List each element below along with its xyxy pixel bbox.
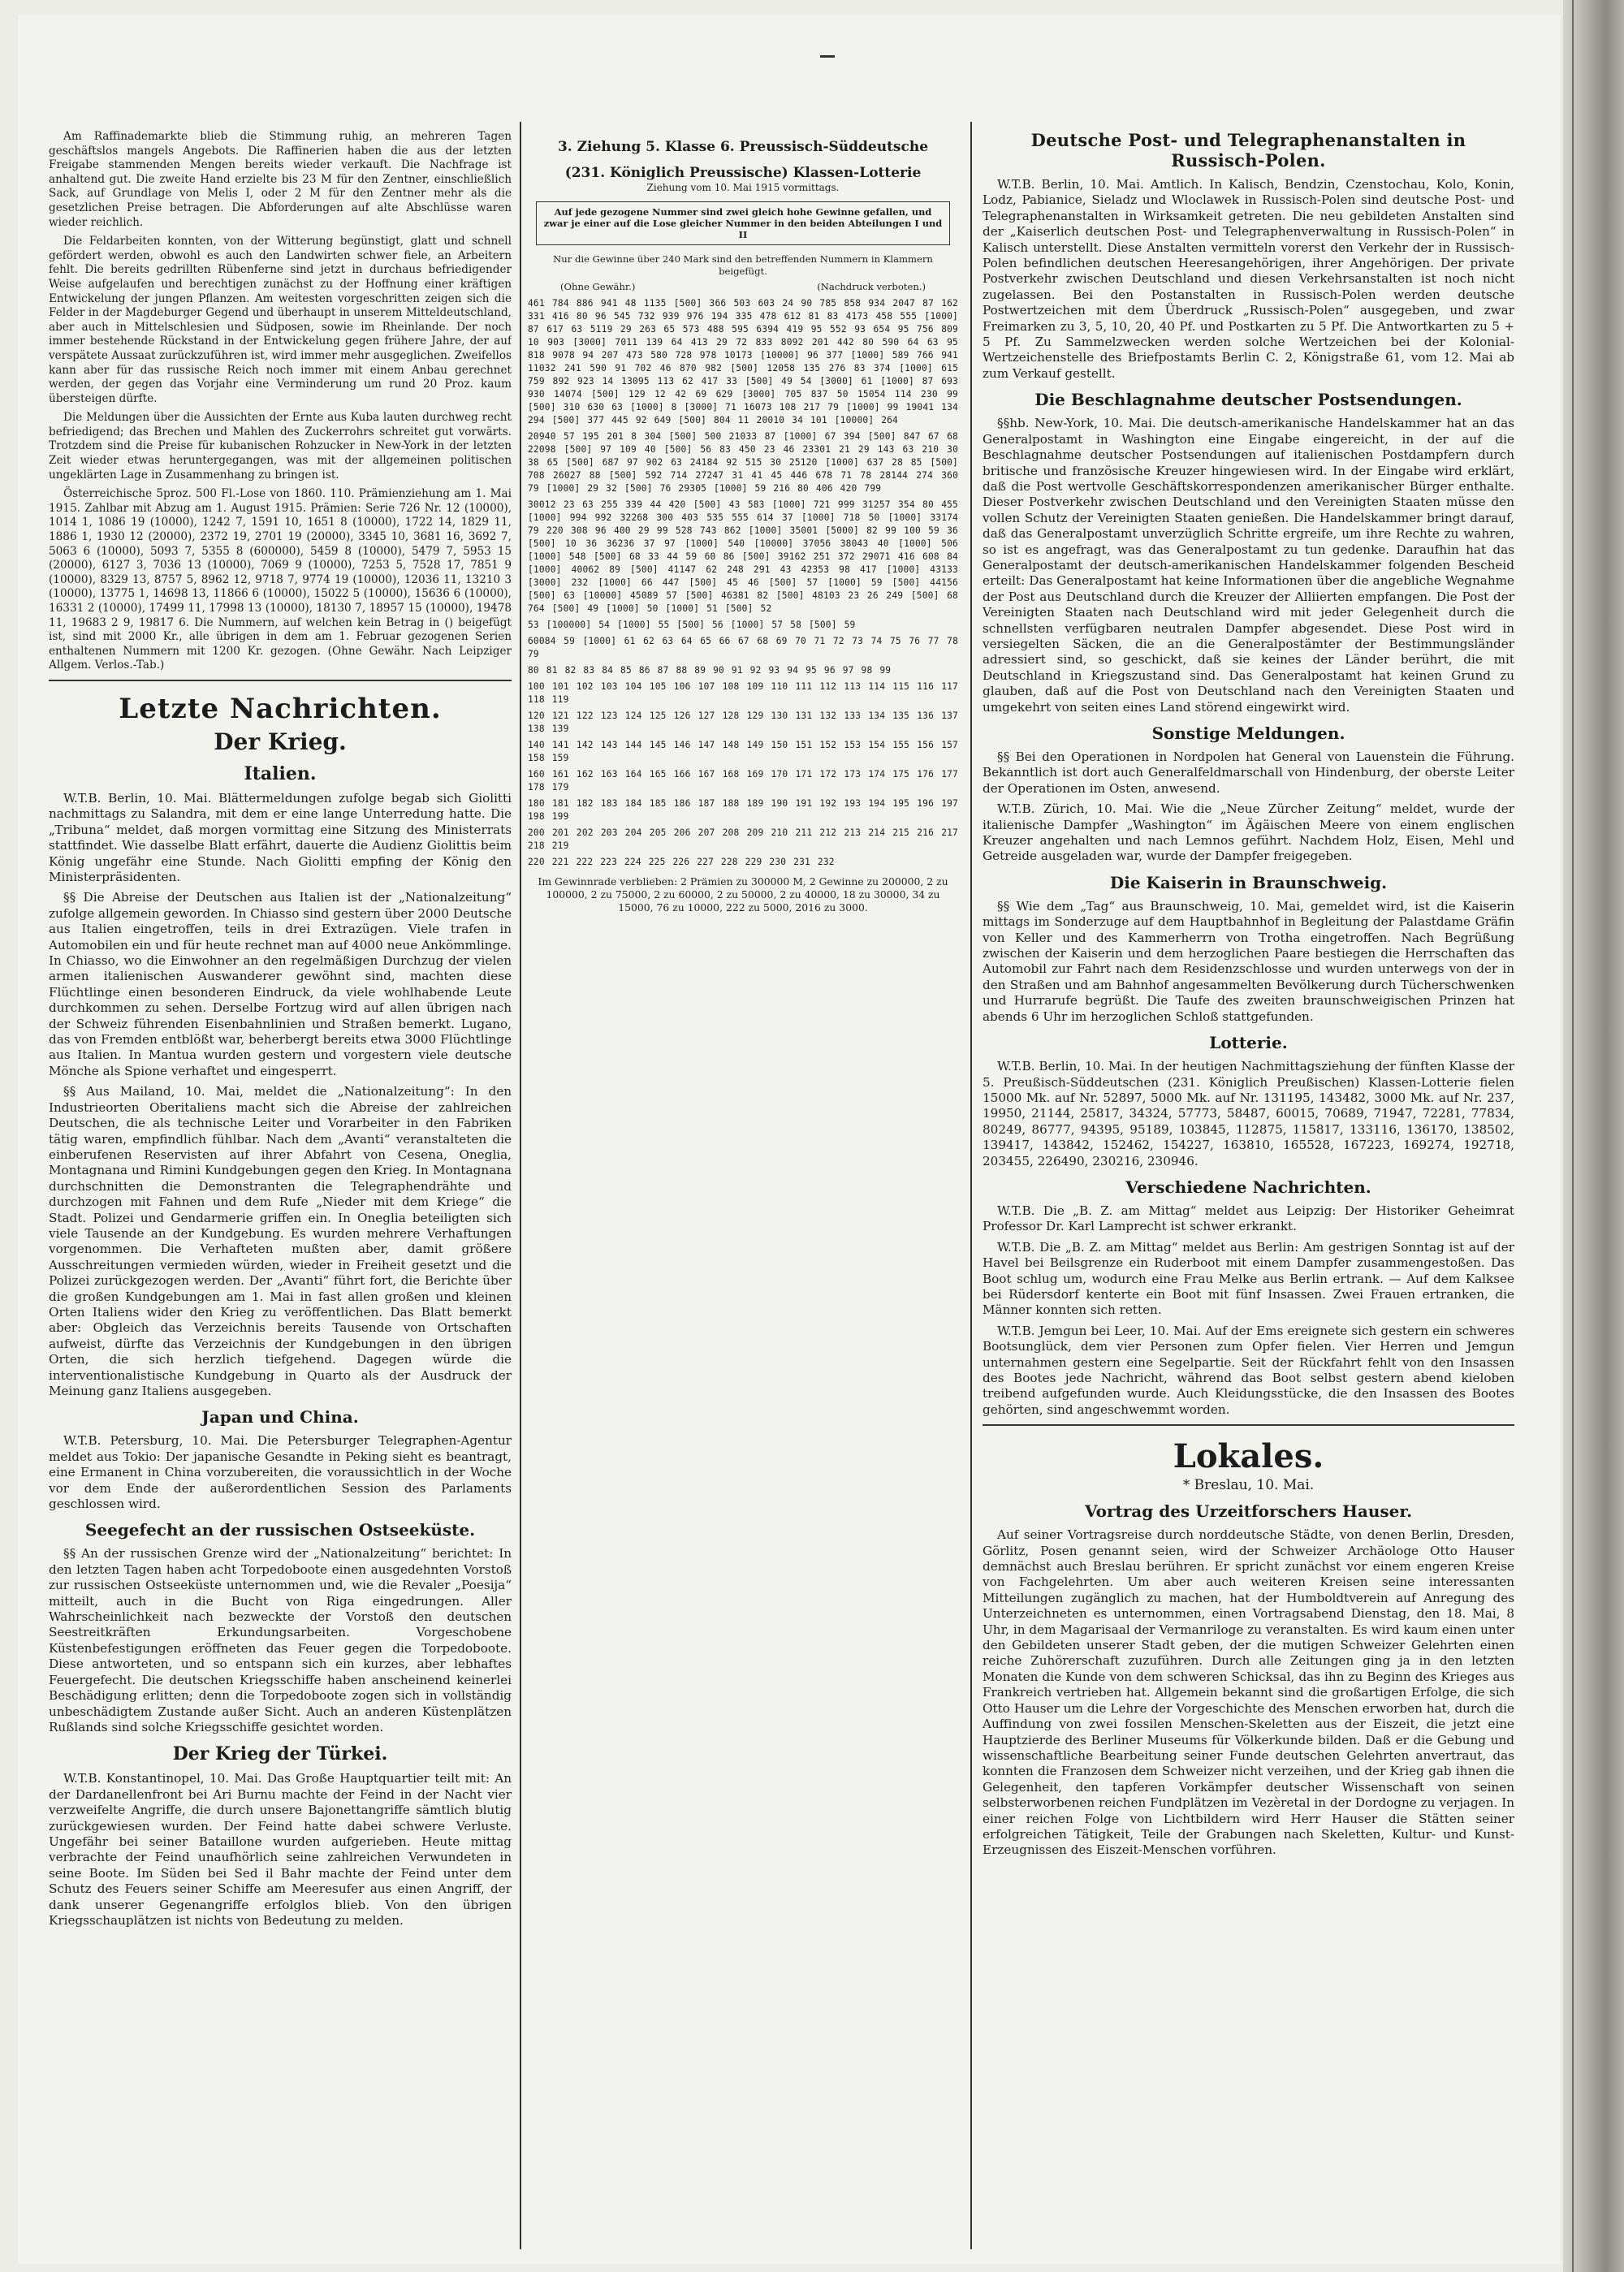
italien-paragraph-3: §§ Aus Mailand, 10. Mai, meldet die „Nationalzeitung“: In den Industrieorten Oberitaliens macht sich die Abreise der zahlreichen Deutschen, die als technische Leiter und Vorarbeiter in den Fabriken tätig waren, empfindlich fühlbar. Nach dem „Avanti“ veranstalteten die einberufenen Reservisten auf ihrer Abfahrt von Cesena, Oneglia, Montagnana und Rimini Kundgebungen gegen den Krieg. In Montagnana durchschnitten die Demonstranten die Telegraphendrähte und durchzogen mit Fahnen und dem Rufe „Nieder mit dem Kriege“ die Stadt. Polizei und Gendarmerie griffen ein. In Oneglia beteiligten sich viele Tausende an der Kundgebung. Es wurden mehrere Verhaftungen vorgenommen. Die Verhafteten mußten aber, damit größere Ausschreitungen vermieden würden, wieder in Freiheit gesetzt und die Polizei zurückgezogen werden. Der „Avanti“ führt fort, die Berichte über die großen Kundgebungen am 1. Mai in fast allen großen und kleinen Orten Italiens wider den Krieg zu veröffentlichen. Das Blatt bemerkt aber: Obgleich das Verzeichnis bereits Tausende von Ortschaften aufweist, dürfte das Verzeichnis der Kundgebungen in den übrigen Orten, die sich herzlich tiefgehend. Dagegen würde die interventionalistische Kundgebung in Quarto als der Ausdruck der Meinung ganz Italiens ausgegeben.	[49, 1084, 512, 1398]
vortrag-paragraph: Auf seiner Vortragsreise durch norddeutsche Städte, von denen Berlin, Dresden, Görlitz, Posen genannt seien, wird der Schweizer Archäologe Otto Hauser demnächst auch Breslau berühren. Er spricht zunächst vor einem engeren Kreise von Fachgelehrten. Um aber auch weiteren Kreisen seine interessanten Mitteilungen zugänglich zu machen, hat der Humboldtverein auf Anregung des Unterzeichneten es unternommen, einen Vortragsabend Dienstag, den 18. Mai, 8 Uhr, in dem Magarisaal der Vermanriloge zu veranstalten. Es wird kaum einen unter den Gebildeten unserer Stadt geben, der die mutigen Schweizer Gelehrten einen reiche Zuhörerschaft zuzuführen. Durch alle Zeitungen ging ja in den letzten Monaten die Kunde von dem schweren Schicksal, das ihn zu Beginn des Krieges aus Frankreich vertrieben hat. Allgemein bekannt sind die großartigen Erfolge, die sich Otto Hauser um die Lehre der Vorgeschichte des Menschen erworben hat, durch die Auffindung von zwei fossilen Menschen-Skeletten aus der Eiszeit, die jetzt eine Hauptzierde des Berliner Museums für Völkerkunde bilden. Daß er die Gebung und wissenschaftliche Bearbeitung seiner Funde deutschen Gelehrten anvertraut, das konnten die Franzosen dem Schweizer nicht verzeihen, und der Krieg gab ihnen die Gelegenheit, den tapferen Vorkämpfer deutscher Wissenschaft von seinen selbsterworbenen reichen Fundplätzen im Vezèretal in der Dordogne zu verjagen. In einer reichen Folge von Lichtbildern wird Herr Hauser die Stätten seiner erfolgreichen Tätigkeit, Teile der Grabungen nach Skeletten, Kultur- und Kunst-Erzeugnissen des Eiszeit-Menschen vorführen.	[983, 1527, 1514, 1858]
seegefecht-paragraph: §§ An der russischen Grenze wird der „Nationalzeitung“ berichtet: In den letzten Tagen haben acht Torpedoboote einen ausgedehnten Vorstoß zur russischen Ostseeküste unternommen und, wie die Revaler „Poesija“ mitteilt, auch in die Bucht von Riga eingedrungen. Aller Wahrscheinlichkeit nach bezweckte der Vorstoß den deutschen Seestreitkräften Erkundungsarbeiten. Vorgeschobene Küstenbefestigungen eröffneten das Feuer gegen die Torpedoboote. Diese antworteten, und so entspann sich ein kurzes, aber lebhaftes Feuergefecht. Die deutschen Kriegsschiffe haben anscheinend keinerlei Beschädigung erlitten; denn die Torpedoboote zogen sich in vollständig unbeschädigtem Zustande außer Sicht. Auch an anderen Küstenplätzen Rußlands sind solche Kriegsschiffe gesichtet worden.	[49, 1546, 512, 1734]
italien-paragraph-1: W.T.B. Berlin, 10. Mai. Blättermeldungen zufolge begab sich Giolitti nachmittags zu Salandra, mit dem er eine lange Unterredung hatte. Die „Tribuna“ meldet, daß morgen vormittag eine Sitzung des Ministerrats stattfindet. Wie dasselbe Blatt erfährt, dauerte die Audienz Giolittis beim König ungefähr eine Stunde. Nach Giolitti empfing der König den Ministerpräsidenten.	[49, 790, 512, 884]
top-dash-mark	[820, 55, 835, 58]
lottery-note-left: (Ohne Gewähr.)	[560, 281, 636, 292]
sonstige-paragraph-2: W.T.B. Zürich, 10. Mai. Wie die „Neue Zürcher Zeitung“ meldet, wurde der italienische Dampfer „Washington“ im Ägäischen Meere von einem englischen Kreuzer angehalten und nach Lemnos geführt. Nachdem Holz, Eisen, Mehl und Getreide ausgeladen war, wurde der Dampfer freigegeben.	[983, 801, 1514, 864]
lottery-number-block: 220 221 222 223 224 225 226 227 228 229 230 231 232	[528, 857, 835, 867]
verschiedene-heading: Verschiedene Nachrichten.	[1125, 1177, 1371, 1197]
lottery-number-block: 30012 23 63 255 339 44 420 [500] 43 583 [1000] 721 999 31257 354 80 455 [1000] 994 992 32268 300 403 535 555 614 37 [1000] 718 50 [1000] 33174 79 220 308 96 400 29 99 528 743 862 [1000] 35001 [5000] 82 99 100 59 36 [500] 10 36 36236 37 97 [1000] 540 [10000] 37056 38043 40 [1000] 506 [1000] 548 [500] 68 33 44 59 60 86 [500] 39162 251 372 29071 416 608 84 [1000] 40062 89 [500] 41147 62 248 291 43 42353 98 417 [1000] 43133 [3000] 232 [1000] 66 447 [500] 45 46 [500] 57 [1000] 59 [500] 44156 [500] 63 [10000] 45089 57 [500] 46381 82 [500] 48103 23 26 249 [500] 68 764 [500] 49 [1000] 50 [1000] 51 [500] 52	[528, 499, 958, 614]
lotterie-paragraph: W.T.B. Berlin, 10. Mai. In der heutigen Nachmittagsziehung der fünften Klasse der 5. Preußisch-Süddeutschen (231. Königlich Preußischen) Klassen-Lotterie fielen 15000 Mk. auf Nr. 52897, 5000 Mk. auf Nr. 131195, 143482, 3000 Mk. auf Nr. 237, 19950, 21144, 25817, 34324, 57773, 58487, 60015, 70689, 71947, 72281, 77834, 80249, 86777, 94395, 95189, 103845, 112875, 115817, 133116, 136170, 138502, 139417, 143842, 152462, 154227, 163810, 165528, 167223, 169274, 192718, 203455, 226490, 230216, 230946.	[983, 1059, 1514, 1168]
lottery-number-block: 120 121 122 123 124 125 126 127 128 129 130 131 132 133 134 135 136 137 138 139	[528, 711, 958, 734]
lose-paragraph: Österreichische 5proz. 500 Fl.-Lose von 1860. 110. Prämienziehung am 1. Mai 1915. Zahlbar mit Abzug am 1. August 1915. Prämien: Serie 726 Nr. 12 (10000), 1014 1, 1086 19 (10000), 1242 7, 1591 10, 1651 8 (10000), 1722 14, 1829 11, 1886 1, 1930 12 (20000), 2372 19, 2701 19 (20000), 3345 10, 3681 16, 3692 7, 5063 6 (10000), 5093 7, 5355 8 (600000), 5459 8 (10000), 5479 7, 5953 15 (20000), 6127 3, 7036 13 (10000), 7069 9 (10000), 7253 5, 7528 17, 7851 9 (10000), 8329 13, 8757 5, 8962 12, 9718 7, 9774 19 (10000), 12036 11, 13210 3 (10000), 13775 1, 14698 13, 11866 6 (10000), 15022 5 (10000), 15636 6 (10000), 16331 2 (10000), 17499 11, 17998 13 (10000), 18130 7, 18957 15 (10000), 19478 11, 19683 2 9, 19817 6. Die Nummern, auf welchen kein Betrag in () beigefügt ist, sind mit 2000 Kr., alle übrigen in dem am 1. Februar gezogenen Serien enthaltenen Nummern mit 1200 Kr. gezogen. (Ohne Gewähr. Nach Leipziger Allgem. Verlos.-Tab.)	[49, 487, 512, 672]
sonstige-heading: Sonstige Meldungen.	[1151, 723, 1345, 743]
lokales-heading: Lokales.	[1173, 1437, 1324, 1476]
lokales-divider	[983, 1424, 1514, 1426]
verschiedene-paragraph-1: W.T.B. Die „B. Z. am Mittag“ meldet aus Leipzig: Der Historiker Geheimrat Professor Dr. Karl Lamprecht ist schwer erkrankt.	[983, 1203, 1514, 1234]
japan-paragraph: W.T.B. Petersburg, 10. Mai. Die Petersburger Telegraphen-Agentur meldet aus Tokio: Der japanische Gesandte in Peking sieht es beantragt, eine Ermanent in China vorzubereiten, die voraussichtlich in der Woche vor dem Ende der außerordentlichen Session des Parlaments geschlossen wird.	[49, 1433, 512, 1512]
beschlagnahme-heading: Die Beschlagnahme deutscher Postsendungen.	[1034, 390, 1462, 410]
beschlagnahme-paragraph: §§hb. New-York, 10. Mai. Die deutsch-amerikanische Handelskammer hat an das Generalpostamt in Washington eine Eingabe eingereicht, in der auf die Beschlagnahme deutscher Postsendungen auf italienischen Postdampfern durch britische und französische Kreuzer hingewiesen wird. In der Eingabe wird erklärt, daß die Post wertvolle Geschäftskorrespondenzen amerikanischer Bürger enthalte. Dieser Postverkehr zwischen Deutschland und den Vereinigten Staaten müsse den vollen Schutz der Vereinigten Staaten genießen. Die Handelskammer bringt darauf, daß das Generalpostamt unverzüglich Schritte ergreife, um ihre Rechte zu wahren, so ist es angefragt, was das Generalpostamt zu tun gedenke. Daraufhin hat das Generalpostamt der deutsch-amerikanischen Handelskammer folgenden Bescheid erteilt: Das Generalpostamt hat keine Informationen über die angebliche Wegnahme der Post aus Deutschland durch die Kreuzer der Alliierten empfangen. Die Post der Vereinigten Staaten nach Deutschland wird mit jeder Gelegenheit durch die schnellsten verfügbaren neutralen Dampfer abgesendet. Diese Post wird in versiegelten Säcken, die an die Generalpostämter der Bestimmungsländer adressiert sind, so geschickt, daß sie keines der Länder berührt, die mit Deutschland in Kriegszustand sind. Das Generalpostamt hat keinen Grund zu glauben, daß auf die Post von Deutschland nach den Vereinigten Staaten und umgekehrt von seiten eines Land störend eingewirkt wird.	[983, 416, 1514, 715]
lotterie-heading: Lotterie.	[1209, 1033, 1288, 1053]
lottery-number-block: 160 161 162 163 164 165 166 167 168 169 170 171 172 173 174 175 176 177 178 179	[528, 769, 958, 793]
lottery-number-block: 100 101 102 103 104 105 106 107 108 109 110 111 112 113 114 115 116 117 118 119	[528, 681, 958, 705]
lottery-number-block: 461 784 886 941 48 1135 [500] 366 503 603 24 90 785 858 934 2047 87 162 331 416 80 96 545 732 939 976 194 335 478 612 81 83 4173 458 555 [1000] 87 617 63 5119 29 263 65 573 488 595 6394 419 95 552 93 654 95 756 809 10 903 [3000] 7011 139 64 413 29 72 833 8092 201 442 80 590 64 63 95 818 9078 94 207 473 580 728 978 10173 [10000] 96 377 [1000] 589 766 941 11032 241 590 91 702 46 870 982 [500] 12058 135 276 83 374 [1000] 615 759 892 923 14 13095 113 62 417 33 [500] 49 54 [3000] 61 [1000] 87 693 930 14074 [500] 129 12 42 69 629 [3000] 705 837 50 15054 114 230 99 [500] 310 630 63 [1000] 8 [3000] 71 16073 108 217 79 [1000] 99 19041 134 294 [500] 377 445 92 649 [500] 804 11 20010 34 101 [10000] 264	[528, 298, 958, 425]
der-krieg-heading: Der Krieg.	[214, 728, 347, 755]
kuba-paragraph: Die Meldungen über die Aussichten der Ernte aus Kuba lauten durchweg recht befriedigend; das Brechen und Mahlen des Zuckerrohrs schreitet gut vorwärts. Trotzdem sind die Preise für kubanischen Rohzucker in New-York in der letzten Zeit wieder etwas heruntergegangen, was mit der allgemeinen politischen ungeklärten Lage in Zusammenhang zu bringen ist.	[49, 411, 512, 482]
lottery-number-block: 80 81 82 83 84 85 86 87 88 89 90 91 92 93 94 95 96 97 98 99	[528, 665, 892, 676]
seegefecht-heading: Seegefecht an der russischen Ostseeküste.	[84, 1520, 476, 1540]
lottery-number-list	[528, 297, 958, 869]
kaiserin-heading: Die Kaiserin in Braunschweig.	[1109, 872, 1388, 892]
lottery-note: Nur die Gewinne über 240 Mark sind den betreffenden Nummern in Klammern beigefügt.	[553, 253, 933, 277]
column-left	[49, 130, 512, 2241]
lottery-number-block: 180 181 182 183 184 185 186 187 188 189 190 191 192 193 194 195 196 197 198 199	[528, 798, 958, 822]
raffinade-paragraph: Am Raffinademarkte blieb die Stimmung ruhig, an mehreren Tagen geschäftslos mangels Angebots. Die Raffinerien haben die aus der letzten Freigabe stammenden Mengen bereits wieder verkauft. Die Nachfrage ist anhaltend gut. Die zweite Hand erzielte bis 23 M für den Zentner, einschließlich Sack, auf Grundlage von Melis I, oder 2 M für den Zentner mehr als die gesetzlichen Preise betragen. Die Abforderungen auf alte Abschlüsse waren wieder reichlich.	[49, 130, 512, 229]
kaiserin-paragraph: §§ Wie dem „Tag“ aus Braunschweig, 10. Mai, gemeldet wird, ist die Kaiserin mittags im Sonderzuge auf dem Hauptbahnhof in Begleitung der Palastdame Gräfin von Keller und des Kammerherrn von Trotha eingetroffen. Nach Begrüßung zwischen der Kaiserin und dem herzoglichen Paare bestiegen die Herrschaften das Automobil zur Fahrt nach dem Residenzschlosse und wurden unterwegs von der in den Straßen und am Bahnhof angesammelten Bevölkerung durch Tücherschwenken und Hurrarufe begrüßt. Die Taufe des zweiten braunschweigischen Prinzen hat abends 6 Uhr im herzoglichen Schloß stattgefunden.	[983, 898, 1514, 1024]
japan-heading: Japan und China.	[201, 1407, 359, 1428]
lottery-number-block: 20940 57 195 201 8 304 [500] 500 21033 87 [1000] 67 394 [500] 847 67 68 22098 [500] 97 109 40 [500] 56 83 450 23 46 23301 21 29 143 63 210 30 38 65 [500] 687 97 902 63 24184 92 515 30 25120 [1000] 637 28 85 [500] 708 26027 88 [500] 592 714 27247 31 41 45 446 678 71 78 28144 274 360 79 [1000] 29 32 [500] 76 29305 [1000] 59 216 80 406 420 799	[528, 431, 958, 494]
lottery-number-block: 60084 59 [1000] 61 62 63 64 65 66 67 68 69 70 71 72 73 74 75 76 77 78 79	[528, 636, 958, 659]
italien-heading: Italien.	[244, 762, 317, 784]
column-middle-lottery	[528, 130, 958, 2241]
lottery-note-right: (Nachdruck verboten.)	[817, 281, 926, 292]
post-paragraph: W.T.B. Berlin, 10. Mai. Amtlich. In Kalisch, Bendzin, Czenstochau, Kolo, Konin, Lodz, Pabianice, Sieladz und Wloclawek in Russisch-Polen sind deutsche Post- und Telegraphenanstalten in Wirksamkeit getreten. Die neu gebildeten Anstalten sind der „Kaiserlich deutschen Post- und Telegraphenverwaltung in Russisch-Polen“ in Kalisch unterstellt. Diese Anstalten vermitteln vorerst den Verkehr der in Russisch-Polen befindlichen deutschen Heeresangehörigen, ihrer Angehörigen. Der private Postverkehr zwischen Deutschland und diesen Verkehrsanstalten ist noch nicht zugelassen. Bei den Postanstalten in Russisch-Polen werden deutsche Postwertzeichen mit dem Überdruck „Russisch-Polen“ ausgegeben, und zwar Freimarken zu 3, 5, 10, 20, 40 Pf. und Postkarten zu 5 Pf. Die Antwortkarten zu 5 + 5 Pf. Zu Sammelzwecken werden solche Wertzeichen bei der Kolonial-Wertzeichenstelle des Briefpostamts Berlin C. 2, Königstraße 61, vom 12. Mai ab zum Verkauf gestellt.	[983, 177, 1514, 381]
lottery-box-note: Auf jede gezogene Nummer sind zwei gleich hohe Gewinne gefallen, und zwar je einer auf die Lose gleicher Nummer in den beiden Abteilungen I und II	[536, 201, 950, 245]
italien-paragraph-2: §§ Die Abreise der Deutschen aus Italien ist der „Nationalzeitung“ zufolge allgemein geworden. In Chiasso sind gestern über 2000 Deutsche aus Italien eingetroffen, teils in drei Extrazügen. Viele trafen in Automobilen ein und für heute rechnet man auf 4000 neue Ankömmlinge. In Chiasso, wo die Einwohner an den regelmäßigen Durchzug der vielen armen italienischen Auswanderer gewöhnt sind, machten diese Flüchtlinge einen besonderen Eindruck, da viele wohlhabende Leute durchkommen zu sehen. Derselbe Fortzug wird auf allen übrigen nach der Schweiz führenden Eisenbahnlinien und Straßen bemerkt. Lugano, das von Fremden entblößt war, beherbergt bereits etwa 3000 Flüchtlinge aus Italien. In Mantua wurden gestern und vorgestern viele deutsche Mönche als Spione verhaftet und eingesperrt.	[49, 890, 512, 1078]
lottery-note-row	[528, 281, 958, 292]
section-divider	[49, 680, 512, 681]
lottery-subtitle: Ziehung vom 10. Mai 1915 vormittags.	[646, 182, 840, 193]
lottery-closing-note: Im Gewinnrade verblieben: 2 Prämien zu 300000 M, 2 Gewinne zu 200000, 2 zu 100000, 2 zu 75000, 2 zu 60000, 2 zu 50000, 2 zu 40000, 18 zu 30000, 34 zu 15000, 76 zu 10000, 222 zu 5000, 2016 zu 3000.	[538, 875, 948, 914]
binding-line	[1572, 0, 1574, 2272]
lokales-dateline: * Breslau, 10. Mai.	[1182, 1477, 1315, 1494]
feldarbeiten-paragraph: Die Feldarbeiten konnten, von der Witterung begünstigt, glatt und schnell gefördert werden, obwohl es auch den Landwirten schwer fiele, an Arbeitern fehlt. Die bereits gedrillten Rübenferne sind jetzt in durchaus befriedigender Weise aufgelaufen und berechtigen zunächst zu der Hoffnung einer kräftigen Entwickelung der jungen Pflanzen. Am weitesten vorgeschritten zeigen sich die Felder in der Magdeburger Gegend und überhaupt in unserem Mitteldeutschland, aber auch in Mittelschlesien und Südposen, sowie im Rheinlande. Der noch immer bestehende Rückstand in der Entwickelung gegen frühere Jahre, der auf verspätete Aussaat zurückzuführen ist, wird immer mehr ausgeglichen. Zweifellos kann aber für das russische Reich noch immer mit einem Anbau gerechnet werden, der gegen das Vorjahr eine Verminderung um rund 20 Proz. kaum übersteigen dürfte.	[49, 235, 512, 405]
vortrag-heading: Vortrag des Urzeitforschers Hauser.	[1084, 1501, 1413, 1522]
column-rule-left	[520, 122, 521, 2249]
verschiedene-paragraph-2: W.T.B. Die „B. Z. am Mittag“ meldet aus Berlin: Am gestrigen Sonntag ist auf der Havel bei Beilsgrenze ein Ruderboot mit einem Dampfer zusammengestoßen. Das Boot schlug um, wodurch eine Frau Melke aus Berlin ertrank. — Auf dem Kalksee bei Rüdersdorf kenterte ein Boot mit fünf Insassen. Zwei Frauen ertranken, die Männer konnten sich retten.	[983, 1239, 1514, 1318]
lottery-title-line-1: 3. Ziehung 5. Klasse 6. Preussisch-Süddeutsche	[557, 139, 929, 155]
column-right	[983, 130, 1514, 2241]
post-heading: Deutsche Post- und Telegraphenanstalten in Russisch-Polen.	[1030, 130, 1466, 171]
tuerkei-heading: Der Krieg der Türkei.	[172, 1743, 388, 1765]
lottery-number-block: 140 141 142 143 144 145 146 147 148 149 150 151 152 153 154 155 156 157 158 159	[528, 740, 958, 763]
sonstige-paragraph-1: §§ Bei den Operationen in Nordpolen hat General von Lauenstein die Führung. Bekanntlich ist dort auch Generalfeldmarschall von Hindenburg, der oberste Leiter der Operationen im Osten, anwesend.	[983, 749, 1514, 796]
lottery-title-line-2: (231. Königlich Preussische) Klassen-Lotterie	[564, 165, 922, 181]
verschiedene-paragraph-3: W.T.B. Jemgun bei Leer, 10. Mai. Auf der Ems ereignete sich gestern ein schweres Bootsunglück, dem vier Personen zum Opfer fielen. Vier Herren und Jemgun unternahmen gestern eine Segelpartie. Seit der Rückfahrt fehlt von den Insassen des Bootes jede Nachricht, während das Boot selbst gestern abend kieloben treibend aufgefunden wurde. Auch Kleidungsstücke, die den Insassen des Bootes gehörten, sind angeschwemmt worden.	[983, 1323, 1514, 1417]
tuerkei-paragraph: W.T.B. Konstantinopel, 10. Mai. Das Große Hauptquartier teilt mit: An der Dardanellenfront bei Ari Burnu machte der Feind in der Nacht vier verzweifelte Angriffe, die durch unsere Bajonettangriffe sämtlich blutig zurückgewiesen wurden. Der Feind hatte dabei schwere Verluste. Ungefähr bei seiner Bataillone wurden aufgerieben. Heute mittag verbrachte der Feind unaufhörlich seine zahlreichen Verwundeten in seine Boote. Im Süden bei Sed il Bahr machte der Feind unter dem Schutz des Feuers seiner Schiffe am Meeresufer aus einen Angriff, der dank unserer Gegenangriffe erfolglos blieb. Von den übrigen Kriegsschauplätzen ist nichts von Bedeutung zu melden.	[49, 1771, 512, 1928]
lottery-number-block: 53 [100000] 54 [1000] 55 [500] 56 [1000] 57 58 [500] 59	[528, 620, 856, 630]
lottery-number-block: 200 201 202 203 204 205 206 207 208 209 210 211 212 213 214 215 216 217 218 219	[528, 827, 958, 851]
column-rule-right	[970, 122, 972, 2249]
letzte-nachrichten-heading: Letzte Nachrichten.	[119, 692, 442, 725]
